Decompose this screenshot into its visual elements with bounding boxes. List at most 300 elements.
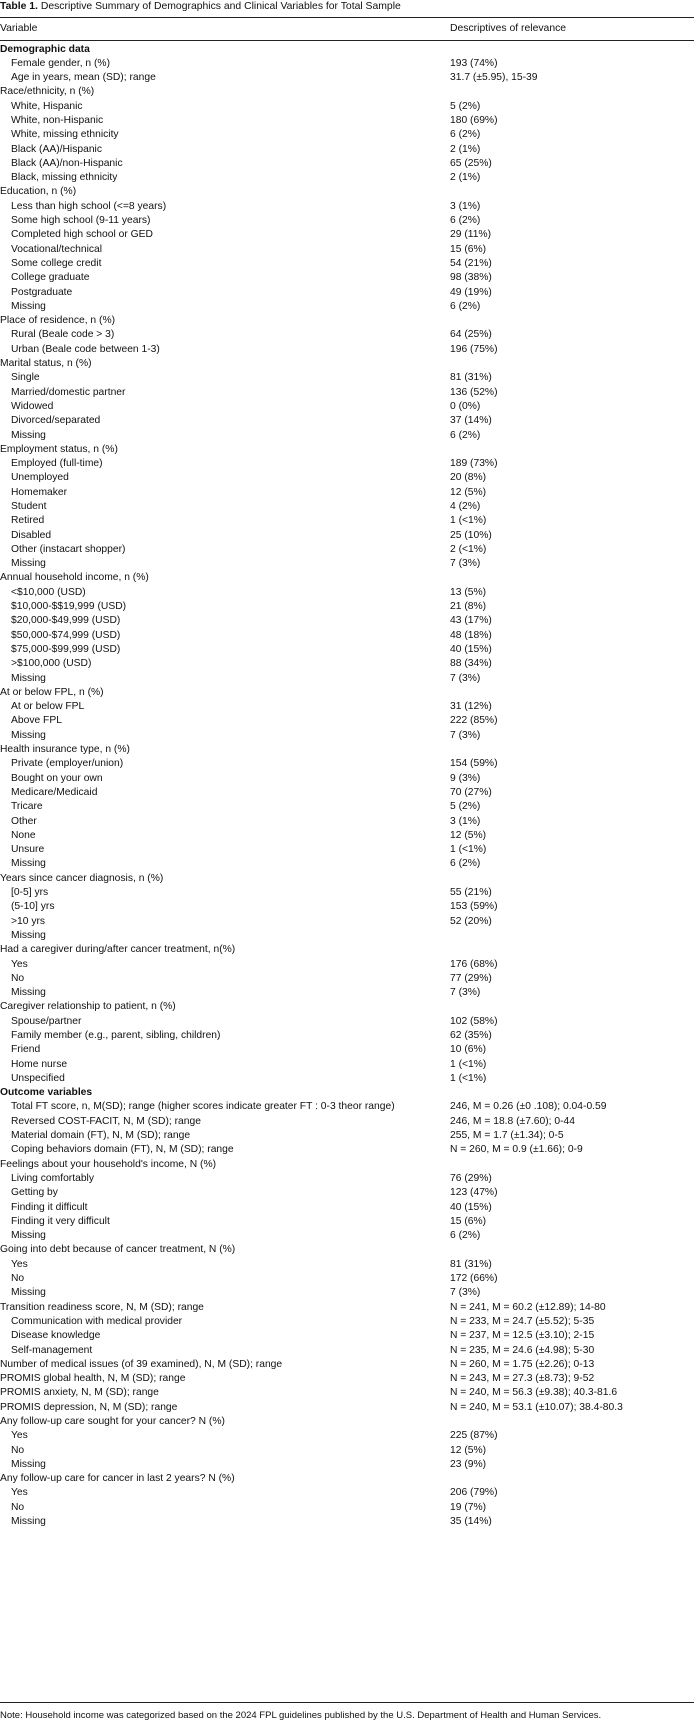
table-row bbox=[0, 729, 694, 743]
variable-cell: Disease knowledge bbox=[11, 1330, 101, 1342]
group-row bbox=[0, 1000, 694, 1014]
value-cell: 7 (3%) bbox=[450, 987, 481, 999]
variable-cell: No bbox=[11, 1273, 25, 1285]
variable-cell: Living comfortably bbox=[11, 1172, 94, 1184]
table-row bbox=[0, 629, 694, 643]
variable-cell: $20,000-$49,999 (USD) bbox=[11, 615, 121, 627]
variable-cell: Missing bbox=[11, 558, 46, 570]
variable-cell: Years since cancer diagnosis, n (%) bbox=[0, 872, 164, 884]
group-row bbox=[0, 743, 694, 757]
variable-cell: Medicare/Medicaid bbox=[11, 786, 98, 798]
value-cell: 21 (8%) bbox=[450, 601, 487, 613]
value-cell: 193 (74%) bbox=[450, 57, 498, 69]
value-cell: 10 (6%) bbox=[450, 1044, 487, 1056]
value-cell: 15 (6%) bbox=[450, 1215, 487, 1227]
table-row bbox=[0, 529, 694, 543]
variable-cell: Outcome variables bbox=[0, 1087, 93, 1099]
table-row bbox=[0, 557, 694, 571]
value-cell: 154 (59%) bbox=[450, 758, 498, 770]
group-row bbox=[0, 943, 694, 957]
variable-cell: Missing bbox=[11, 1230, 46, 1242]
value-cell: 7 (3%) bbox=[450, 729, 481, 741]
variable-cell: (5-10] yrs bbox=[11, 901, 55, 913]
table-row bbox=[0, 471, 694, 485]
table-row bbox=[0, 1186, 694, 1200]
table-row bbox=[0, 271, 694, 285]
value-cell: 12 (5%) bbox=[450, 829, 487, 841]
value-cell: 2 (<1%) bbox=[450, 543, 487, 555]
table-row bbox=[0, 371, 694, 385]
table-row bbox=[0, 886, 694, 900]
table-row bbox=[0, 214, 694, 228]
value-cell: 172 (66%) bbox=[450, 1273, 498, 1285]
variable-cell: <$10,000 (USD) bbox=[11, 586, 86, 598]
value-cell: 7 (3%) bbox=[450, 672, 481, 684]
table-row bbox=[0, 614, 694, 628]
variable-cell: Any follow-up care for cancer in last 2 years? N (%) bbox=[0, 1473, 235, 1485]
table-row bbox=[0, 114, 694, 128]
table-row bbox=[0, 1229, 694, 1243]
value-cell: 62 (35%) bbox=[450, 1029, 492, 1041]
value-cell: 189 (73%) bbox=[450, 458, 498, 470]
value-cell: N = 241, M = 60.2 (±12.89); 14-80 bbox=[450, 1301, 606, 1313]
variable-cell: White, non-Hispanic bbox=[11, 114, 104, 126]
table-body bbox=[0, 43, 694, 1530]
table-row bbox=[0, 657, 694, 671]
section-heading-row bbox=[0, 43, 694, 57]
variable-cell: Friend bbox=[11, 1044, 41, 1056]
variable-cell: Other (instacart shopper) bbox=[11, 543, 126, 555]
table-row bbox=[0, 972, 694, 986]
variable-cell: Unspecified bbox=[11, 1072, 65, 1084]
value-cell: 9 (3%) bbox=[450, 772, 481, 784]
variable-cell: Bought on your own bbox=[11, 772, 103, 784]
variable-cell: No bbox=[11, 1444, 25, 1456]
table-row bbox=[0, 1286, 694, 1300]
variable-cell: Completed high school or GED bbox=[11, 229, 153, 241]
header-rule bbox=[0, 40, 694, 41]
column-header-variable: Variable bbox=[0, 23, 38, 34]
value-cell: 15 (6%) bbox=[450, 243, 487, 255]
table-row bbox=[0, 386, 694, 400]
table-row bbox=[0, 643, 694, 657]
variable-cell: Annual household income, n (%) bbox=[0, 572, 149, 584]
table-row bbox=[0, 857, 694, 871]
variable-cell: Postgraduate bbox=[11, 286, 73, 298]
group-row bbox=[0, 314, 694, 328]
value-cell: 225 (87%) bbox=[450, 1430, 498, 1442]
table-row bbox=[0, 700, 694, 714]
value-cell: 6 (2%) bbox=[450, 129, 481, 141]
table-row bbox=[0, 1315, 694, 1329]
value-cell: 1 (<1%) bbox=[450, 515, 487, 527]
variable-cell: $50,000-$74,999 (USD) bbox=[11, 629, 121, 641]
value-cell: 5 (2%) bbox=[450, 100, 481, 112]
table-row bbox=[0, 1100, 694, 1114]
value-cell: 64 (25%) bbox=[450, 329, 492, 341]
variable-cell: Less than high school (<=8 years) bbox=[11, 200, 167, 212]
variable-cell: Other bbox=[11, 815, 37, 827]
table-caption-label: Table 1. bbox=[0, 1, 38, 12]
value-cell: 81 (31%) bbox=[450, 372, 492, 384]
variable-cell: Finding it difficult bbox=[11, 1201, 88, 1213]
table-row bbox=[0, 586, 694, 600]
table-row bbox=[0, 328, 694, 342]
table-row bbox=[0, 286, 694, 300]
value-cell: 40 (15%) bbox=[450, 643, 492, 655]
variable-cell: Getting by bbox=[11, 1187, 58, 1199]
table-row bbox=[0, 915, 694, 929]
group-row bbox=[0, 1401, 694, 1415]
table-row bbox=[0, 500, 694, 514]
variable-cell: Material domain (FT), N, M (SD); range bbox=[11, 1130, 191, 1142]
value-cell: 19 (7%) bbox=[450, 1501, 487, 1513]
table-row bbox=[0, 143, 694, 157]
variable-cell: Reversed COST-FACIT, N, M (SD); range bbox=[11, 1115, 201, 1127]
table-row bbox=[0, 1444, 694, 1458]
value-cell: 6 (2%) bbox=[450, 300, 481, 312]
variable-cell: Black (AA)/Hispanic bbox=[11, 143, 102, 155]
value-cell: 55 (21%) bbox=[450, 887, 492, 899]
table-note: Note: Household income was categorized based on the 2024 FPL guidelines published by the U.S. Department of Health and Human Services. bbox=[0, 1710, 602, 1721]
variable-cell: Unemployed bbox=[11, 472, 69, 484]
variable-cell: Divorced/separated bbox=[11, 415, 101, 427]
table-row bbox=[0, 128, 694, 142]
variable-cell: Marital status, n (%) bbox=[0, 358, 92, 370]
table-row bbox=[0, 843, 694, 857]
column-header-descriptives: Descriptives of relevance bbox=[450, 23, 567, 34]
variable-cell: Number of medical issues (of 39 examined), N, M (SD); range bbox=[0, 1358, 283, 1370]
table-row bbox=[0, 1115, 694, 1129]
value-cell: 6 (2%) bbox=[450, 1230, 481, 1242]
table-row bbox=[0, 672, 694, 686]
table-row bbox=[0, 1015, 694, 1029]
variable-cell: Missing bbox=[11, 729, 46, 741]
variable-cell: Retired bbox=[11, 515, 45, 527]
variable-cell: Some high school (9-11 years) bbox=[11, 215, 151, 227]
value-cell: 1 (<1%) bbox=[450, 1058, 487, 1070]
variable-cell: White, missing ethnicity bbox=[11, 129, 119, 141]
value-cell: 40 (15%) bbox=[450, 1201, 492, 1213]
table-row bbox=[0, 929, 694, 943]
table-row bbox=[0, 1258, 694, 1272]
value-cell: N = 240, M = 56.3 (±9.38); 40.3-81.6 bbox=[450, 1387, 618, 1399]
value-cell: 77 (29%) bbox=[450, 972, 492, 984]
variable-cell: Transition readiness score, N, M (SD); range bbox=[0, 1301, 204, 1313]
value-cell: N = 243, M = 27.3 (±8.73); 9-52 bbox=[450, 1373, 595, 1385]
value-cell: N = 260, M = 0.9 (±1.66); 0-9 bbox=[450, 1144, 583, 1156]
value-cell: 1 (<1%) bbox=[450, 1072, 487, 1084]
value-cell: 6 (2%) bbox=[450, 215, 481, 227]
variable-cell: Missing bbox=[11, 672, 46, 684]
variable-cell: Employment status, n (%) bbox=[0, 443, 118, 455]
group-row bbox=[0, 1415, 694, 1429]
group-row bbox=[0, 1243, 694, 1257]
value-cell: 3 (1%) bbox=[450, 200, 481, 212]
table-row bbox=[0, 486, 694, 500]
value-cell: 12 (5%) bbox=[450, 486, 487, 498]
group-row bbox=[0, 1358, 694, 1372]
variable-cell: Married/domestic partner bbox=[11, 386, 126, 398]
table-row bbox=[0, 257, 694, 271]
value-cell: 246, M = 18.8 (±7.60); 0-44 bbox=[450, 1115, 575, 1127]
group-row bbox=[0, 357, 694, 371]
value-cell: 246, M = 0.26 (±0 .108); 0.04-0.59 bbox=[450, 1101, 607, 1113]
variable-cell: Missing bbox=[11, 1458, 46, 1470]
value-cell: 43 (17%) bbox=[450, 615, 492, 627]
variable-cell: $75,000-$99,999 (USD) bbox=[11, 643, 121, 655]
variable-cell: PROMIS depression, N, M (SD); range bbox=[0, 1401, 178, 1413]
variable-cell: Any follow-up care sought for your cancer? N (%) bbox=[0, 1416, 225, 1427]
variable-cell: Missing bbox=[11, 1516, 46, 1528]
value-cell: 0 (0%) bbox=[450, 400, 481, 412]
value-cell: 6 (2%) bbox=[450, 858, 481, 870]
value-cell: 123 (47%) bbox=[450, 1187, 498, 1199]
group-row bbox=[0, 1158, 694, 1172]
value-cell: 29 (11%) bbox=[450, 229, 492, 241]
table-row bbox=[0, 57, 694, 71]
value-cell: 65 (25%) bbox=[450, 157, 492, 169]
variable-cell: Missing bbox=[11, 858, 46, 870]
value-cell: 2 (1%) bbox=[450, 143, 481, 155]
table-row bbox=[0, 1272, 694, 1286]
group-row bbox=[0, 443, 694, 457]
variable-cell: Coping behaviors domain (FT), N, M (SD); range bbox=[11, 1144, 234, 1156]
table-row bbox=[0, 429, 694, 443]
table-row bbox=[0, 1201, 694, 1215]
variable-cell: $10,000-$$19,999 (USD) bbox=[11, 601, 127, 613]
value-cell: N = 235, M = 24.6 (±4.98); 5-30 bbox=[450, 1344, 595, 1356]
group-row bbox=[0, 85, 694, 99]
variable-cell: Yes bbox=[11, 958, 28, 970]
group-row bbox=[0, 1372, 694, 1386]
group-row bbox=[0, 686, 694, 700]
table-row bbox=[0, 786, 694, 800]
variable-cell: Total FT score, n, M(SD); range (higher scores indicate greater FT : 0-3 theor range) bbox=[11, 1101, 395, 1113]
variable-cell: None bbox=[11, 829, 36, 841]
table-row bbox=[0, 157, 694, 171]
variable-cell: Some college credit bbox=[11, 257, 102, 269]
group-row bbox=[0, 872, 694, 886]
value-cell: 5 (2%) bbox=[450, 801, 481, 813]
value-cell: 255, M = 1.7 (±1.34); 0-5 bbox=[450, 1130, 564, 1142]
variable-cell: Single bbox=[11, 372, 40, 384]
variable-cell: Urban (Beale code between 1-3) bbox=[11, 343, 160, 355]
variable-cell: Tricare bbox=[11, 801, 43, 813]
variable-cell: Demographic data bbox=[0, 43, 90, 55]
variable-cell: Rural (Beale code > 3) bbox=[11, 329, 115, 341]
variable-cell: Spouse/partner bbox=[11, 1015, 82, 1027]
value-cell: N = 240, M = 53.1 (±10.07); 38.4-80.3 bbox=[450, 1401, 623, 1413]
table-row bbox=[0, 1486, 694, 1500]
variable-cell: Student bbox=[11, 501, 47, 512]
value-cell: 136 (52%) bbox=[450, 386, 498, 398]
value-cell: 196 (75%) bbox=[450, 343, 498, 355]
table-row bbox=[0, 1329, 694, 1343]
table-row bbox=[0, 100, 694, 114]
table-row bbox=[0, 1058, 694, 1072]
table-row bbox=[0, 757, 694, 771]
variable-cell: Missing bbox=[11, 429, 46, 441]
section-heading-row bbox=[0, 1086, 694, 1100]
variable-cell: At or below FPL bbox=[11, 701, 85, 713]
variable-cell: Had a caregiver during/after cancer treatment, n(%) bbox=[0, 944, 236, 956]
table-row bbox=[0, 986, 694, 1000]
value-cell: 153 (59%) bbox=[450, 901, 498, 913]
variable-cell: Finding it very difficult bbox=[11, 1215, 110, 1227]
top-rule bbox=[0, 17, 694, 18]
variable-cell: Caregiver relationship to patient, n (%) bbox=[0, 1001, 176, 1013]
table-caption bbox=[0, 0, 690, 14]
value-cell: 2 (1%) bbox=[450, 172, 481, 184]
variable-cell: Race/ethnicity, n (%) bbox=[0, 86, 95, 98]
group-row bbox=[0, 1301, 694, 1315]
table-row bbox=[0, 71, 694, 85]
value-cell: 52 (20%) bbox=[450, 915, 492, 927]
variable-cell: Employed (full-time) bbox=[11, 458, 103, 470]
value-cell: 35 (14%) bbox=[450, 1516, 492, 1528]
table-row bbox=[0, 1501, 694, 1515]
variable-cell: Communication with medical provider bbox=[11, 1315, 183, 1327]
table-row bbox=[0, 714, 694, 728]
value-cell: 3 (1%) bbox=[450, 815, 481, 827]
value-cell: 7 (3%) bbox=[450, 1287, 481, 1299]
table-row bbox=[0, 829, 694, 843]
value-cell: 13 (5%) bbox=[450, 586, 487, 598]
variable-cell: Missing bbox=[11, 929, 46, 941]
variable-cell: Above FPL bbox=[11, 715, 62, 727]
variable-cell: [0-5] yrs bbox=[11, 887, 49, 899]
variable-cell: White, Hispanic bbox=[11, 100, 83, 112]
variable-cell: PROMIS anxiety, N, M (SD); range bbox=[0, 1387, 159, 1399]
variable-cell: Missing bbox=[11, 1287, 46, 1299]
table-row bbox=[0, 343, 694, 357]
table-row bbox=[0, 1344, 694, 1358]
table-row bbox=[0, 815, 694, 829]
value-cell: 20 (8%) bbox=[450, 472, 487, 484]
variable-cell: Yes bbox=[11, 1430, 28, 1442]
value-cell: 98 (38%) bbox=[450, 272, 492, 284]
table-row bbox=[0, 1458, 694, 1472]
table-row bbox=[0, 1429, 694, 1443]
table-row bbox=[0, 400, 694, 414]
value-cell: 48 (18%) bbox=[450, 629, 492, 641]
value-cell: 54 (21%) bbox=[450, 257, 492, 269]
value-cell: 206 (79%) bbox=[450, 1487, 498, 1499]
variable-cell: Missing bbox=[11, 300, 46, 312]
variable-cell: Feelings about your household's income, N (%) bbox=[0, 1158, 217, 1170]
variable-cell: Family member (e.g., parent, sibling, children) bbox=[11, 1029, 221, 1041]
variable-cell: Yes bbox=[11, 1258, 28, 1270]
value-cell: 88 (34%) bbox=[450, 658, 492, 670]
value-cell: 76 (29%) bbox=[450, 1172, 492, 1184]
variable-cell: Black, missing ethnicity bbox=[11, 172, 118, 184]
table-row bbox=[0, 457, 694, 471]
value-cell: 25 (10%) bbox=[450, 529, 492, 541]
variable-cell: Education, n (%) bbox=[0, 186, 77, 198]
group-row bbox=[0, 571, 694, 585]
table-row bbox=[0, 414, 694, 428]
value-cell: N = 260, M = 1.75 (±2.26); 0-13 bbox=[450, 1358, 595, 1370]
table-row bbox=[0, 1515, 694, 1529]
table-row bbox=[0, 772, 694, 786]
table-row bbox=[0, 243, 694, 257]
variable-cell: Place of residence, n (%) bbox=[0, 315, 116, 327]
value-cell: 4 (2%) bbox=[450, 501, 481, 512]
table-row bbox=[0, 543, 694, 557]
table-row bbox=[0, 228, 694, 242]
variable-cell: Private (employer/union) bbox=[11, 758, 124, 770]
variable-cell: Unsure bbox=[11, 844, 45, 856]
group-row bbox=[0, 1472, 694, 1486]
value-cell: 180 (69%) bbox=[450, 114, 498, 126]
variable-cell: Widowed bbox=[11, 400, 54, 412]
group-row bbox=[0, 185, 694, 199]
variable-cell: Home nurse bbox=[11, 1058, 68, 1070]
table-row bbox=[0, 1129, 694, 1143]
value-cell: N = 237, M = 12.5 (±3.10); 2-15 bbox=[450, 1330, 595, 1342]
value-cell: 70 (27%) bbox=[450, 786, 492, 798]
table-row bbox=[0, 171, 694, 185]
value-cell: N = 233, M = 24.7 (±5.52); 5-35 bbox=[450, 1315, 595, 1327]
bottom-rule bbox=[0, 1702, 694, 1703]
variable-cell: Black (AA)/non-Hispanic bbox=[11, 157, 123, 169]
table-row bbox=[0, 200, 694, 214]
variable-cell: Female gender, n (%) bbox=[11, 57, 111, 69]
variable-cell: Self-management bbox=[11, 1344, 93, 1356]
value-cell: 31.7 (±5.95), 15-39 bbox=[450, 72, 538, 84]
table-row bbox=[0, 1043, 694, 1057]
variable-cell: Homemaker bbox=[11, 486, 68, 498]
table-row bbox=[0, 900, 694, 914]
table-row bbox=[0, 1215, 694, 1229]
value-cell: 6 (2%) bbox=[450, 429, 481, 441]
variable-cell: >$100,000 (USD) bbox=[11, 658, 92, 670]
table-row bbox=[0, 1029, 694, 1043]
table-row bbox=[0, 800, 694, 814]
variable-cell: PROMIS global health, N, M (SD); range bbox=[0, 1373, 186, 1385]
table-row bbox=[0, 958, 694, 972]
value-cell: 222 (85%) bbox=[450, 715, 498, 727]
variable-cell: Yes bbox=[11, 1487, 28, 1499]
variable-cell: No bbox=[11, 1501, 25, 1513]
table-row bbox=[0, 600, 694, 614]
value-cell: 23 (9%) bbox=[450, 1458, 487, 1470]
table-row bbox=[0, 300, 694, 314]
value-cell: 81 (31%) bbox=[450, 1258, 492, 1270]
variable-cell: Health insurance type, n (%) bbox=[0, 744, 130, 756]
value-cell: 7 (3%) bbox=[450, 558, 481, 570]
variable-cell: Missing bbox=[11, 987, 46, 999]
value-cell: 49 (19%) bbox=[450, 286, 492, 298]
value-cell: 102 (58%) bbox=[450, 1015, 498, 1027]
variable-cell: >10 yrs bbox=[11, 915, 46, 927]
variable-cell: College graduate bbox=[11, 272, 90, 284]
variable-cell: No bbox=[11, 972, 25, 984]
variable-cell: Age in years, mean (SD); range bbox=[11, 72, 156, 84]
group-row bbox=[0, 1386, 694, 1400]
value-cell: 176 (68%) bbox=[450, 958, 498, 970]
variable-cell: At or below FPL, n (%) bbox=[0, 686, 104, 698]
table-caption-text: Descriptive Summary of Demographics and Clinical Variables for Total Sample bbox=[40, 1, 401, 12]
table-row bbox=[0, 1172, 694, 1186]
table-row bbox=[0, 514, 694, 528]
table-row bbox=[0, 1072, 694, 1086]
variable-cell: Going into debt because of cancer treatment, N (%) bbox=[0, 1244, 236, 1256]
value-cell: 31 (12%) bbox=[450, 701, 492, 713]
table-row bbox=[0, 1143, 694, 1157]
variable-cell: Vocational/technical bbox=[11, 243, 103, 255]
